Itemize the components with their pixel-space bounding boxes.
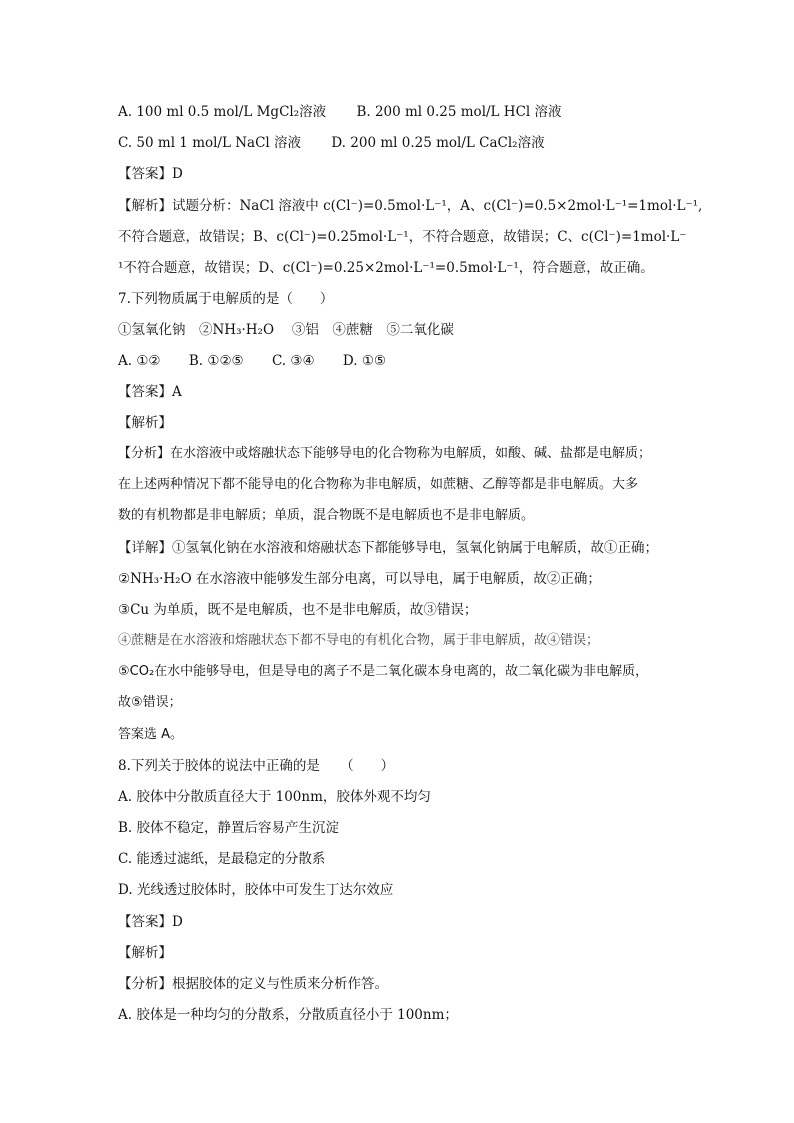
q8-analysis-title: 【解析】 xyxy=(118,945,172,961)
q7-options xyxy=(118,351,386,371)
q7-detail-line-4: ④蔗糖是在水溶液和熔融状态下都不导电的有机化合物，属于非电解质，故④错误； xyxy=(118,633,600,648)
q7-items: ①氢氧化钠 ②NH₃·H₂O ③铝 ④蔗糖 ⑤二氧化碳 xyxy=(118,322,454,338)
q7-detail-line-3: ③Cu 为单质，既不是电解质，也不是非电解质，故③错误； xyxy=(118,602,478,618)
q7-fenxi-line-2: 在上述两种情况下都不能导电的化合物称为非电解质，如蔗糖、乙醇等都是非电解质。大多 xyxy=(118,477,639,492)
q7-detail-line-1: 【详解】①氢氧化钠在水溶液和熔融状态下都能够导电，氢氧化钠属于电解质，故①正确； xyxy=(118,540,658,556)
q8-option-b: B. 胶体不稳定，静置后容易产生沉淀 xyxy=(118,820,340,836)
q7-fenxi-line-3: 数的有机物都是非电解质；单质，混合物既不是电解质也不是非电解质。 xyxy=(118,508,535,523)
q8-option-c: C. 能透过滤纸，是最稳定的分散系 xyxy=(118,851,326,867)
q6-analysis-line-1: 【解析】试题分析：NaCl 溶液中 c(Cl⁻)=0.5mol·L⁻¹，A、c(Cl⁻)=0.5×2mol·L⁻¹=1mol·L⁻¹, xyxy=(118,198,703,214)
q6-option-a: A. 100 ml 0.5 mol/L MgCl₂溶液 xyxy=(118,104,327,120)
q7-conclusion: 答案选 A。 xyxy=(118,727,184,742)
q8-option-a: A. 胶体中分散质直径大于 100nm，胶体外观不均匀 xyxy=(118,789,431,805)
q6-analysis-line-3: ¹不符合题意，故错误；D、c(Cl⁻)=0.25×2mol·L⁻¹=0.5mol·L⁻¹，符合题意，故正确。 xyxy=(118,260,654,276)
q7-answer: 【答案】A xyxy=(118,384,182,400)
q6-options-row-2 xyxy=(118,133,545,153)
q8-stem: 8.下列关于胶体的说法中正确的是 （ ） xyxy=(118,758,395,774)
q7-detail-line-6: 故⑤错误； xyxy=(118,695,182,710)
q6-options-row-1 xyxy=(118,102,562,122)
q6-answer: 【答案】D xyxy=(118,166,183,182)
q7-option-d: D. ①⑤ xyxy=(342,353,387,369)
q6-analysis-line-2: 不符合题意，故错误；B、c(Cl⁻)=0.25mol·L⁻¹，不符合题意，故错误；C、c(Cl⁻)=1mol·L⁻ xyxy=(118,229,687,245)
q7-option-c: C. ③④ xyxy=(271,353,315,369)
q7-analysis-title: 【解析】 xyxy=(118,415,172,431)
q6-option-b: B. 200 ml 0.25 mol/L HCl 溶液 xyxy=(356,104,562,120)
q6-option-c: C. 50 ml 1 mol/L NaCl 溶液 xyxy=(118,135,302,151)
q7-detail-line-2: ②NH₃·H₂O 在水溶液中能够发生部分电离，可以导电，属于电解质，故②正确； xyxy=(118,571,601,587)
q8-point-a: A. 胶体是一种均匀的分散系，分散质直径小于 100nm； xyxy=(118,1007,458,1023)
q6-option-d: D. 200 ml 0.25 mol/L CaCl₂溶液 xyxy=(331,135,545,151)
q7-option-a: A. ①② xyxy=(118,353,161,369)
q7-detail-line-5: ⑤CO₂在水中能够导电，但是导电的离子不是二氧化碳本身电离的，故二氧化碳为非电解质， xyxy=(118,664,649,679)
q7-fenxi-line-1: 【分析】在水溶液中或熔融状态下能够导电的化合物称为电解质，如酸、碱、盐都是电解质； xyxy=(118,446,652,461)
q7-stem: 7.下列物质属于电解质的是（ ） xyxy=(118,291,334,307)
q8-fenxi: 【分析】根据胶体的定义与性质来分析作答。 xyxy=(118,976,388,992)
q7-option-b: B. ①②⑤ xyxy=(188,353,244,369)
q8-option-d: D. 光线透过胶体时，胶体中可发生丁达尔效应 xyxy=(118,882,394,898)
q8-answer: 【答案】D xyxy=(118,914,183,930)
